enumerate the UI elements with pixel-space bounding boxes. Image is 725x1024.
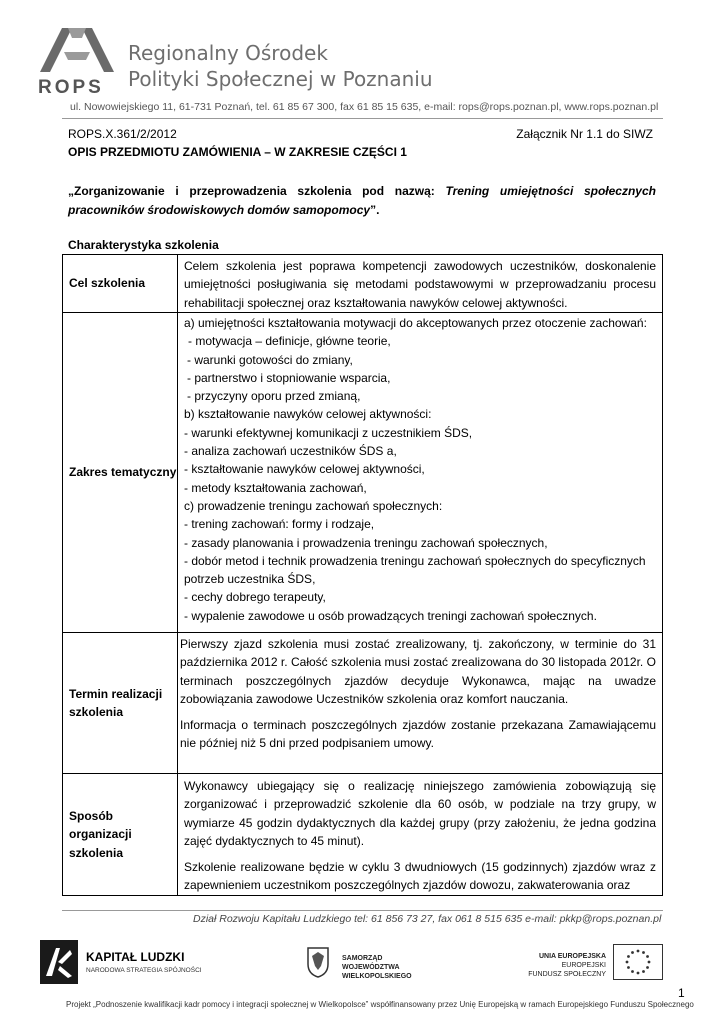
eu-star-icon <box>631 970 634 973</box>
kapital-ludzki-logo <box>40 940 230 984</box>
eu-line-2: EUROPEJSKI <box>561 962 606 969</box>
list-item: - cechy dobrego terapeuty, <box>184 590 326 605</box>
list-item: c) prowadzenie treningu zachowań społecznych: <box>184 498 443 513</box>
rops-logo <box>38 22 116 98</box>
eu-star-icon <box>637 950 640 953</box>
org-line-1: Regionalny Ośrodek <box>128 41 328 65</box>
table-row <box>63 633 663 774</box>
header-divider <box>62 118 663 119</box>
eu-star-icon <box>631 951 634 954</box>
eu-star-icon <box>642 970 645 973</box>
list-item: b) kształtowanie nawyków celowej aktywności: <box>184 407 432 422</box>
eu-star-icon <box>627 966 630 969</box>
eu-star-icon <box>637 972 640 975</box>
table-row <box>63 313 663 633</box>
samorzad-line-2: WIELKOPOLSKIEGO <box>342 973 412 980</box>
list-item: - analiza zachowań uczestników ŚDS a, <box>184 444 397 459</box>
org-name <box>128 40 433 92</box>
eu-star-icon <box>646 966 649 969</box>
paragraph: Szkolenie realizowane będzie w cyklu 3 dwudniowych (15 godzinnych) zjazdów wraz z zapewnieniem uczestnikom poszczególnych zjazdów dowozu, zakwaterowania oraz <box>184 860 656 893</box>
page-number: 1 <box>678 986 685 1000</box>
eu-line-3: FUNDUSZ SPOŁECZNY <box>528 971 606 978</box>
doc-attachment: Załącznik Nr 1.1 do SIWZ <box>516 127 653 141</box>
row-content <box>178 633 663 774</box>
list-item: a) umiejętności kształtowania motywacji do akceptowanych przez otoczenie zachowań: <box>184 316 647 330</box>
kl-subtitle: NARODOWA STRATEGIA SPÓJNOŚCI <box>86 967 202 974</box>
list-item: - motywacja – definicje, główne teorie, <box>188 334 391 349</box>
list-item: - warunki efektywnej komunikacji z uczestnikiem ŚDS, <box>184 425 473 440</box>
paragraph: Wykonawcy ubiegający się o realizację niniejszego zamówienia zobowiązują się zorganizować i przeprowadzić szkolenie dla 60 osób, w podziale na trzy grupy, w wymiarze 45 godzin dydaktycznych dla każdej grupy (przy założeniu, że jedna godzina zajęć dydaktycznych to 45 minut). <box>184 779 656 848</box>
contact-line: ul. Nowowiejskiego 11, 61-731 Poznań, tel. 61 85 67 300, fax 61 85 15 635, e-mail: rops@rops.poznan.pl, www.rops.poznan.pl <box>70 101 659 113</box>
list-item: - partnerstwo i stopniowanie wsparcia, <box>187 370 391 385</box>
eu-star-icon <box>642 951 645 954</box>
eu-flag-icon <box>613 944 663 980</box>
doc-title-end: ”. <box>370 203 380 217</box>
table-row <box>63 774 663 896</box>
row-label: Cel szkolenia <box>63 255 178 313</box>
eagle-crest-icon <box>306 946 330 978</box>
eu-line-1: UNIA EUROPEJSKA <box>538 953 606 960</box>
project-note: Projekt „Podnoszenie kwalifikacji kadr pomocy i integracji społecznej w Wielkopolsce” współfinansowany przez Unię Europejską w ramach Europejskiego Funduszu Społecznego <box>66 1000 694 1009</box>
section-heading: Charakterystyka szkolenia <box>68 238 219 252</box>
paragraph: Informacja o terminach poszczególnych zjazdów zostanie przekazana Zamawiającemu nie później niż 5 dni przed podpisaniem umowy. <box>180 718 656 751</box>
doc-heading: OPIS PRZEDMIOTU ZAMÓWIENIA – W ZAKRESIE CZĘŚCI 1 <box>68 145 407 159</box>
list-item: - warunki gotowości do zmiany, <box>187 352 353 367</box>
rops-logo-icon <box>38 22 116 74</box>
spec-table <box>62 254 663 896</box>
list-item: - przyczyny oporu przed zmianą, <box>187 389 361 404</box>
row-label: Termin realizacji szkolenia <box>63 633 178 774</box>
samorzad-line-1: SAMORZĄD WOJEWÓDZTWA <box>342 955 400 971</box>
paragraph: Pierwszy zjazd szkolenia musi zostać zrealizowany, tj. zakończony, w terminie do 31 października 2012 r. Całość szkolenia musi zostać zrealizowana do 30 listopada 2012r. O terminach poszczególnych zjazdów decyduje Wykonawca, mając na uwadze zobowiązania zawodowe Uczestników szkolenia oraz komfort nauczania. <box>180 637 656 706</box>
samorzad-text <box>342 954 436 981</box>
list-item: - metody kształtowania zachowań, <box>184 480 367 495</box>
footer-divider <box>62 910 663 911</box>
eu-star-icon <box>648 961 651 964</box>
samorzad-logo <box>306 946 436 984</box>
list-item: - dobór metod i technik prowadzenia treningu zachowań społecznych do specyficznych potrzeb uczestnika ŚDS, <box>184 553 646 587</box>
org-line-2: Polityki Społecznej w Poznaniu <box>128 67 433 91</box>
eu-text <box>520 952 606 979</box>
row-content: Celem szkolenia jest poprawa kompetencji zawodowych uczestników, doskonalenie umiejętności posługiwania się metodami podstawowymi w przeprowadzaniu procesu rehabilitacji społecznej oraz kształtowania nawyków celowej aktywności. <box>178 255 663 313</box>
list-item: - trening zachowań: formy i rodzaje, <box>184 517 375 532</box>
eu-star-icon <box>646 955 649 958</box>
list-item: - zasady planowania i prowadzenia treningu zachowań społecznych, <box>184 535 548 550</box>
list-item: - wypalenie zawodowe u osób prowadzących treningi zachowań społecznych. <box>184 608 597 623</box>
doc-title-plain: „Zorganizowanie i przeprowadzenia szkolenia pod nazwą: <box>68 184 435 198</box>
dept-contact: Dział Rozwoju Kapitału Ludzkiego tel: 61 856 73 27, fax 061 8 515 635 e-mail: pkkp@rops.poznan.pl <box>193 913 662 925</box>
doc-ref: ROPS.X.361/2/2012 <box>68 127 177 141</box>
kl-title: KAPITAŁ LUDZKI <box>86 950 185 964</box>
kapital-ludzki-icon <box>40 940 78 984</box>
list-item: - kształtowanie nawyków celowej aktywności, <box>184 462 425 477</box>
row-content <box>178 774 663 896</box>
row-label: Sposób organizacji szkolenia <box>63 774 178 896</box>
eu-star-icon <box>627 955 630 958</box>
eu-star-icon <box>626 961 629 964</box>
row-content <box>178 313 663 633</box>
doc-title-italic: Trening umiejętności społecznych pracowników środowiskowych domów samopomocy <box>68 184 656 217</box>
row-label: Zakres tematyczny <box>63 313 178 633</box>
doc-title <box>68 182 656 220</box>
table-row <box>63 255 663 313</box>
logo-text: ROPS <box>38 77 104 98</box>
